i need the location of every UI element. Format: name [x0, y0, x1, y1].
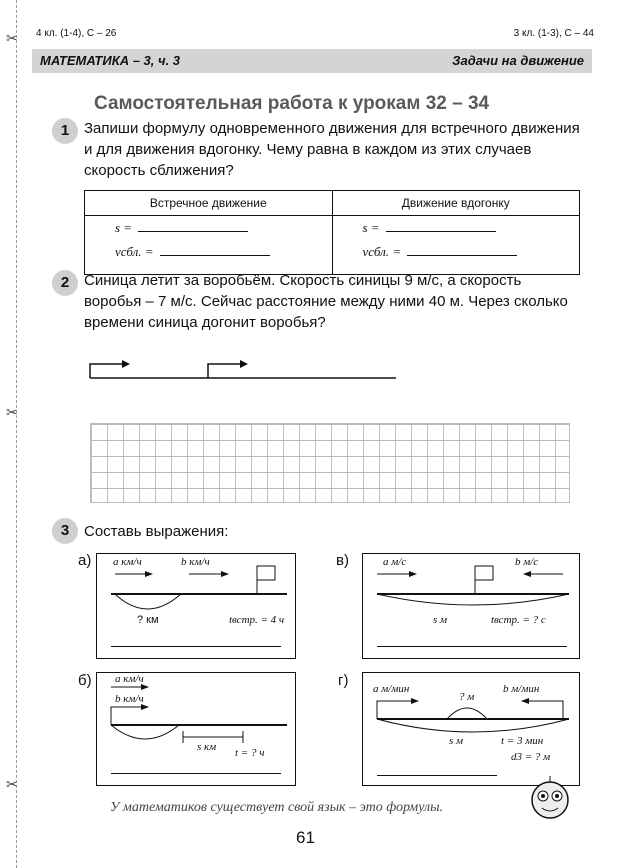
diagram-box-a: a км/ч b км/ч ? км tвстр. = 4 ч	[96, 553, 296, 659]
scissors-icon: ✂	[6, 404, 18, 420]
header-left: 4 кл. (1-4), С – 26	[36, 28, 117, 39]
diagram-letter: г)	[338, 672, 349, 689]
task-number: 1	[52, 118, 78, 144]
diagram-box-g: a м/мин b м/мин ? м s м t = 3 мин d3 = ? м	[362, 672, 580, 786]
diagram-scheme	[80, 356, 400, 386]
diagram-letter: б)	[78, 672, 92, 689]
footer-quote: У математиков существует свой язык – это формулы.	[110, 800, 444, 815]
formula-cell[interactable]: s = vсбл. =	[332, 216, 580, 275]
cut-line	[16, 0, 17, 868]
diagram-box-b: a км/ч b км/ч s км t = ? ч	[96, 672, 296, 786]
formula-table	[84, 190, 580, 275]
page-title: Самостоятельная работа к урокам 32 – 34	[94, 93, 490, 114]
scissors-icon: ✂	[6, 776, 18, 792]
table-header: Встречное движение	[85, 191, 333, 216]
task-number: 2	[52, 270, 78, 296]
band-left: МАТЕМАТИКА – 3, ч. 3	[40, 53, 181, 68]
diagram-letter: а)	[78, 552, 92, 569]
header-right: 3 кл. (1-3), С – 44	[513, 28, 594, 39]
page-number: 61	[296, 828, 315, 847]
task-text: Синица летит за воробьём. Скорость синицы 9 м/с, а скорость воробья – 7 м/с. Сейчас расстояние между ними 40 м. Через сколько времени синица догонит воробья?	[84, 272, 568, 331]
subject-band	[32, 49, 592, 73]
diagram-letter: в)	[336, 552, 349, 569]
task-number: 3	[52, 518, 78, 544]
answer-grid[interactable]	[90, 423, 570, 503]
task-text: Запиши формулу одновременного движения для встречного движения и для движения вдогонку. Чему равна в каждом из этих случаев скорость сближения?	[84, 120, 580, 179]
scissors-icon: ✂	[6, 30, 18, 46]
table-header: Движение вдогонку	[332, 191, 580, 216]
band-right: Задачи на движение	[452, 53, 584, 68]
formula-cell[interactable]: s = vсбл. =	[85, 216, 333, 275]
diagram-box-v: a м/с b м/с s м tвстр. = ? с	[362, 553, 580, 659]
mascot-icon	[528, 774, 572, 826]
task-text: Составь выражения:	[84, 523, 229, 540]
